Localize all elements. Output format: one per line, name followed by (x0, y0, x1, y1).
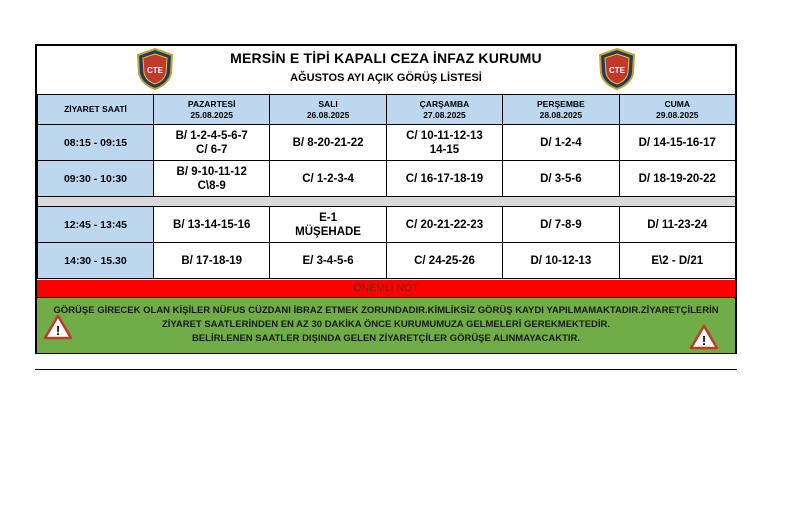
day-name: SALI (318, 98, 338, 109)
schedule-header (37, 46, 735, 95)
day-date: 26.08.2025 (306, 109, 350, 120)
visit-schedule-table (37, 94, 736, 279)
schedule-cell: E/ 3-4-5-6 (270, 243, 386, 279)
schedule-cell: C/ 1-2-3-4 (270, 161, 386, 197)
notice-line: BELİRLENEN SAATLER DIŞINDA GELEN ZİYARETÇİLER GÖRÜŞE ALINMAYACAKTIR. (191, 333, 581, 344)
schedule-cell: D/ 18-19-20-22 (619, 161, 735, 197)
separator-cell (38, 197, 736, 207)
table-row (38, 207, 736, 243)
institution-title: MERSİN E TİPİ KAPALI CEZA İNFAZ KURUMU (230, 50, 542, 66)
schedule-cell: B/ 9-10-11-12 C\8-9 (154, 161, 270, 197)
day-name: ÇARŞAMBA (419, 98, 470, 109)
schedule-cell: C/ 20-21-22-23 (386, 207, 502, 243)
schedule-cell: B/ 1-2-4-5-6-7 C/ 6-7 (154, 125, 270, 161)
schedule-cell: C/ 10-11-12-13 14-15 (386, 125, 502, 161)
bottom-divider (35, 369, 737, 370)
schedule-cell: C/ 16-17-18-19 (386, 161, 502, 197)
table-row (38, 125, 736, 161)
institution-emblem-icon (597, 48, 637, 90)
svg-text:!: ! (55, 323, 61, 338)
list-subtitle: AĞUSTOS AYI AÇIK GÖRÜŞ LİSTESİ (290, 72, 482, 84)
svg-text:CTE: CTE (609, 66, 625, 75)
schedule-cell: D/ 11-23-24 (619, 207, 735, 243)
schedule-cell: C/ 24-25-26 (386, 243, 502, 279)
day-date: 25.08.2025 (190, 109, 233, 120)
day-date: 29.08.2025 (655, 109, 699, 120)
table-row (38, 243, 736, 279)
visit-schedule-sheet (35, 44, 737, 354)
schedule-cell: D/ 7-8-9 (503, 207, 619, 243)
important-note-heading: ÖNEMLİ NOT (37, 280, 735, 297)
day-name: CUMA (664, 98, 690, 109)
time-slot: 14:30 - 15.30 (38, 243, 154, 279)
day-date: 28.08.2025 (539, 109, 583, 120)
schedule-cell: D/ 1-2-4 (503, 125, 619, 161)
warning-icon (689, 324, 719, 350)
notice-line: ZİYARET SAATLERİNDEN EN AZ 30 DAKİKA ÖNCE KURUMUMUZA GELMELERİ GEREKMEKTEDİR. (161, 319, 611, 330)
day-date: 27.08.2025 (423, 109, 466, 120)
table-header-row (38, 95, 736, 125)
time-column-header: ZİYARET SAATİ (38, 95, 154, 125)
schedule-cell: B/ 17-18-19 (154, 243, 270, 279)
notice-line: GÖRÜŞE GİRECEK OLAN KİŞİLER NÜFUS CÜZDANI İBRAZ ETMEK ZORUNDADIR.KİMLİKSİZ GÖRÜŞ KAYDI YAPILMAMAKTADIR.ZİYARETÇİLERİN (53, 305, 719, 316)
svg-text:CTE: CTE (147, 66, 163, 75)
schedule-cell: B/ 8-20-21-22 (270, 125, 386, 161)
schedule-cell: D/ 3-5-6 (503, 161, 619, 197)
day-header (619, 95, 735, 125)
schedule-cell: E\2 - D/21 (619, 243, 735, 279)
notice-text (37, 304, 735, 346)
time-slot: 09:30 - 10:30 (38, 161, 154, 197)
time-slot: 12:45 - 13:45 (38, 207, 154, 243)
schedule-cell: D/ 10-12-13 (503, 243, 619, 279)
schedule-cell: B/ 13-14-15-16 (154, 207, 270, 243)
table-row (38, 161, 736, 197)
day-header (154, 95, 270, 125)
svg-text:!: ! (701, 333, 707, 348)
schedule-cell: E-1 MÜŞEHADE (270, 207, 386, 243)
lunch-separator-row (38, 197, 736, 207)
day-header (503, 95, 619, 125)
time-slot: 08:15 - 09:15 (38, 125, 154, 161)
day-header (386, 95, 502, 125)
day-name: PAZARTESİ (187, 98, 236, 109)
day-header (270, 95, 386, 125)
notice-box (37, 297, 735, 353)
day-name: PERŞEMBE (537, 98, 585, 109)
schedule-cell: D/ 14-15-16-17 (619, 125, 735, 161)
